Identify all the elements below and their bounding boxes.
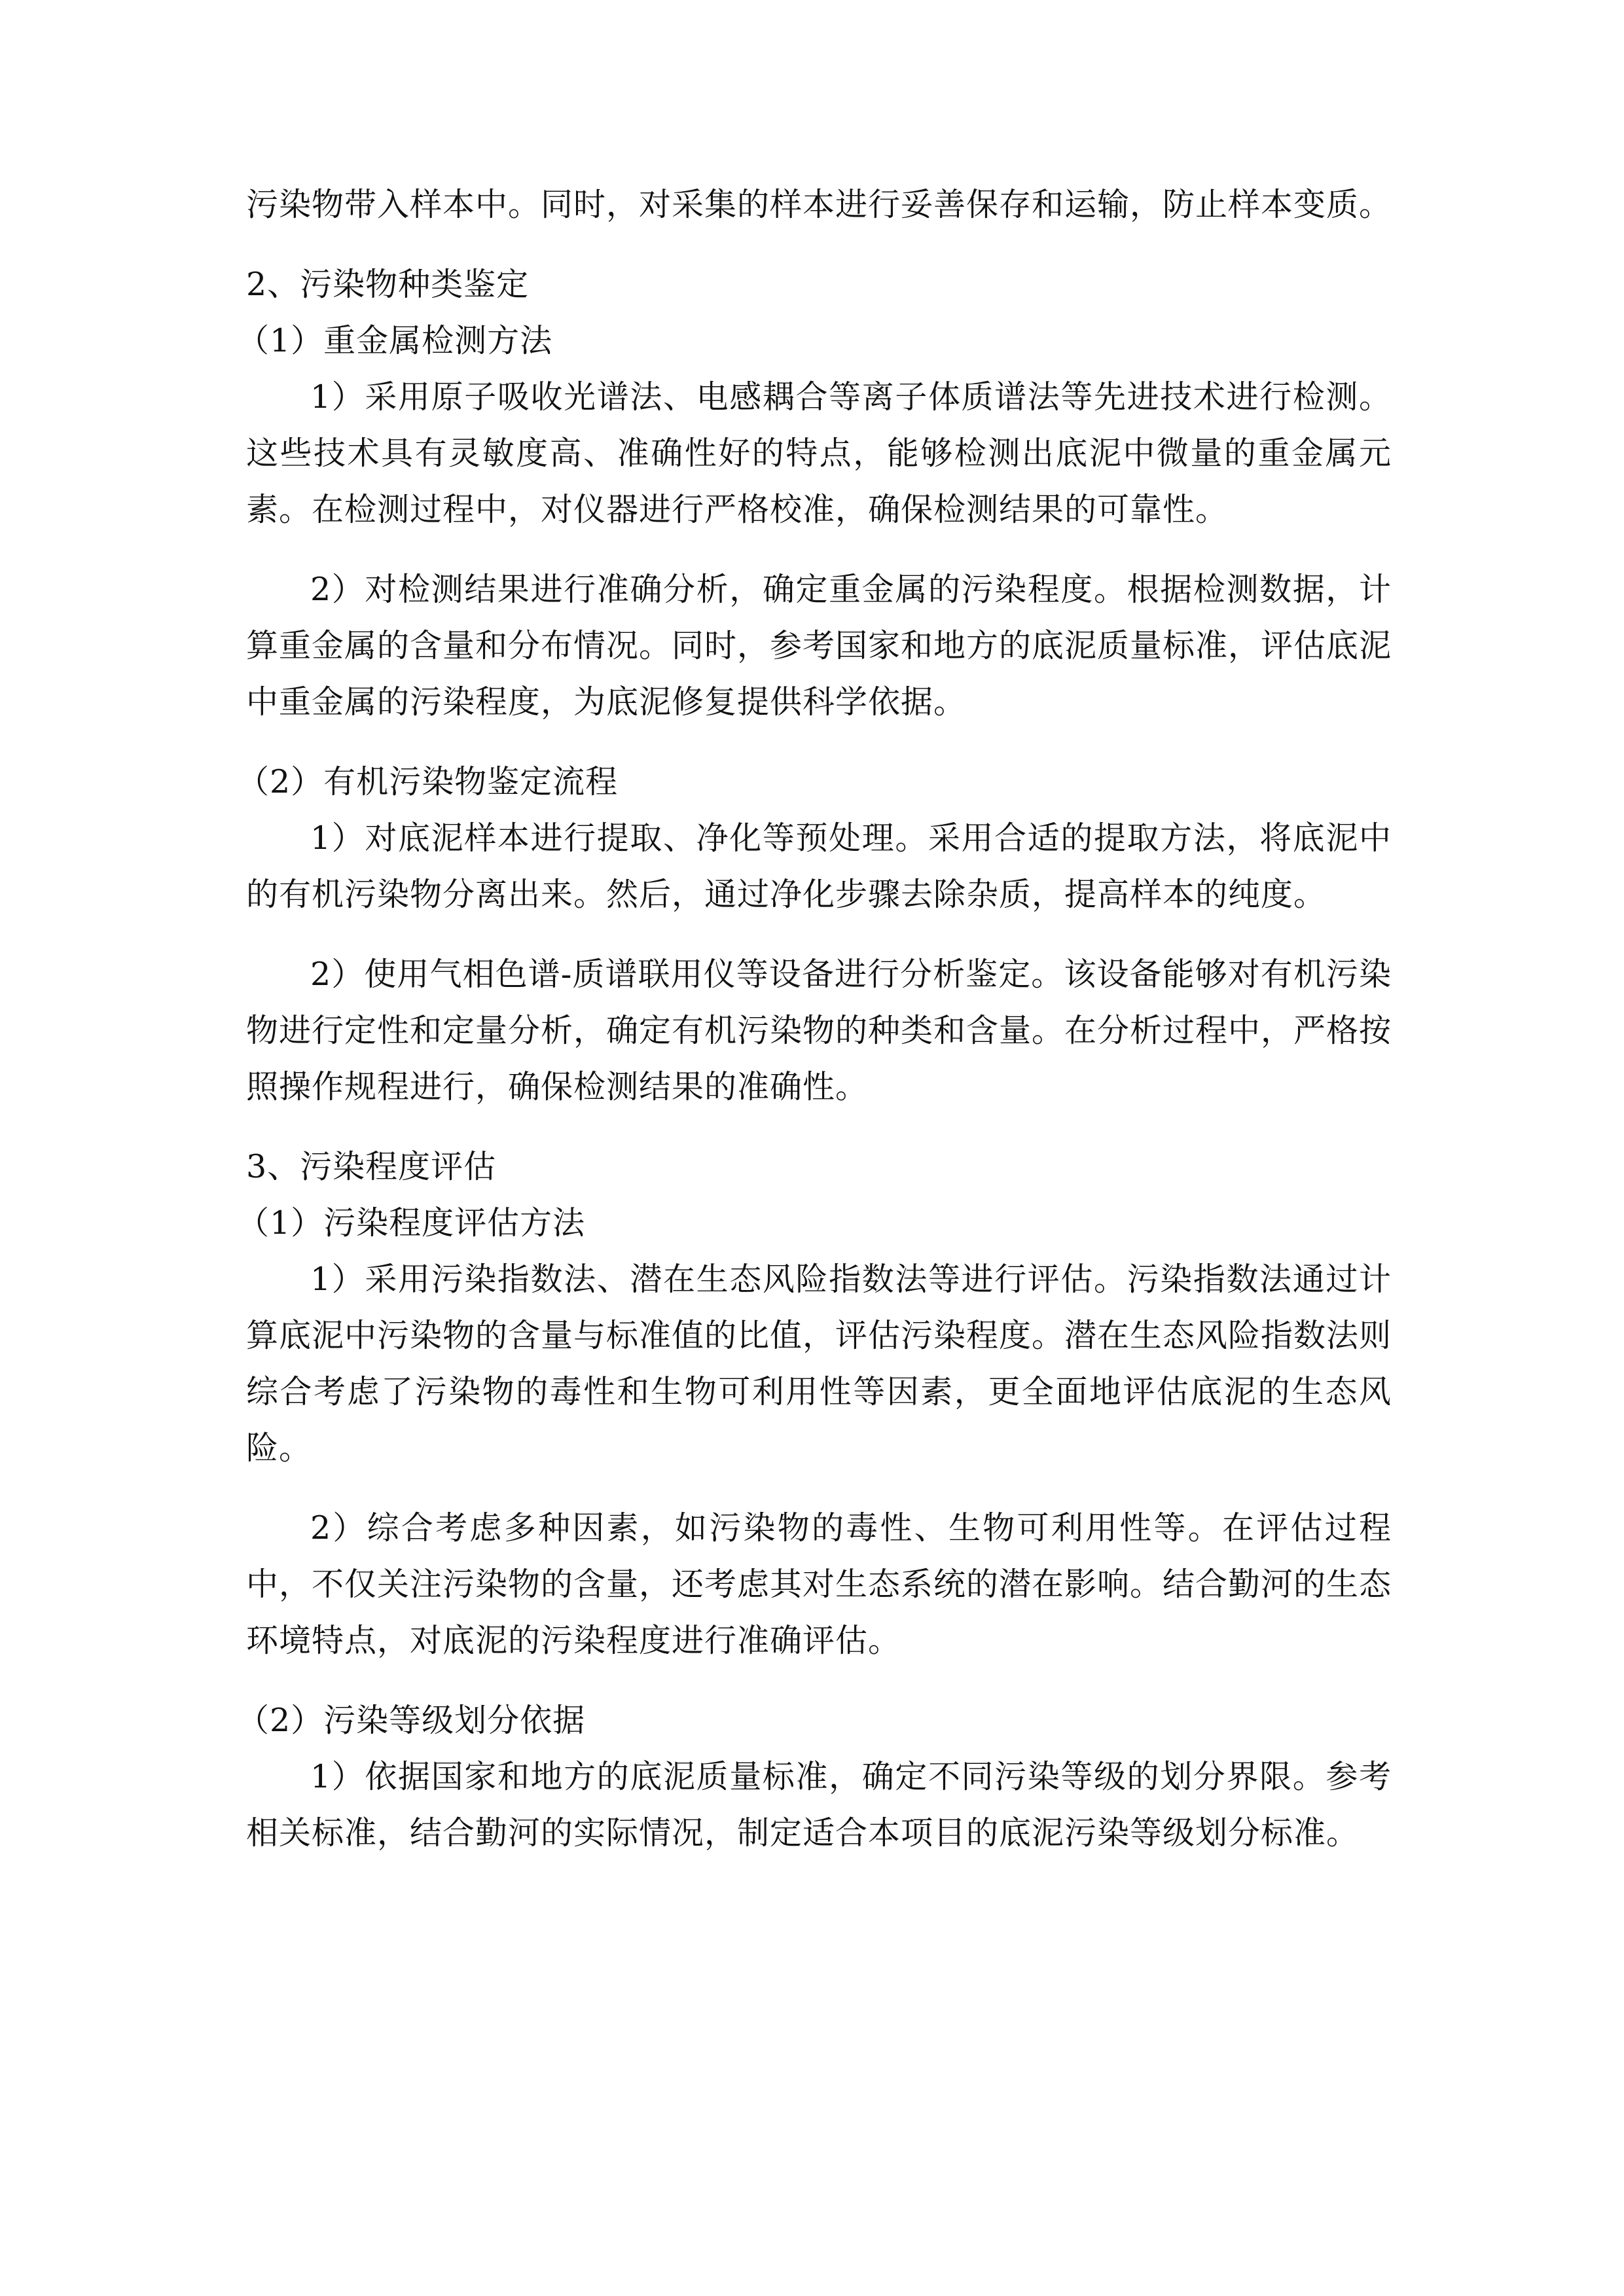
section-2-1-paragraph-2: 2）对检测结果进行准确分析，确定重金属的污染程度。根据检测数据，计算重金属的含量和分布情况。同时，参考国家和地方的底泥质量标准，评估底泥中重金属的污染程度，为底泥修复提供科学依据。 xyxy=(246,571,1392,721)
section-3-2-heading: （2）污染等级划分依据 xyxy=(237,1702,586,1739)
section-3-heading: 3、污染程度评估 xyxy=(246,1148,497,1185)
section-2-1-heading: （1）重金属检测方法 xyxy=(237,322,553,359)
section-2-2-paragraph-1: 1）对底泥样本进行提取、净化等预处理。采用合适的提取方法，将底泥中的有机污染物分离出来。然后，通过净化步骤去除杂质，提高样本的纯度。 xyxy=(246,819,1392,913)
section-3-1-paragraph-2: 2）综合考虑多种因素，如污染物的毒性、生物可利用性等。在评估过程中，不仅关注污染物的含量，还考虑其对生态系统的潜在影响。结合勤河的生态环境特点，对底泥的污染程度进行准确评估。 xyxy=(246,1509,1392,1659)
intro-continuation-paragraph: 污染物带入样本中。同时，对采集的样本进行妥善保存和运输，防止样本变质。 xyxy=(246,186,1392,223)
section-2-2-heading: （2）有机污染物鉴定流程 xyxy=(237,763,619,800)
section-2-1-paragraph-1: 1）采用原子吸收光谱法、电感耦合等离子体质谱法等先进技术进行检测。这些技术具有灵敏度高、准确性好的特点，能够检测出底泥中微量的重金属元素。在检测过程中，对仪器进行严格校准，确保检测结果的可靠性。 xyxy=(246,378,1392,528)
section-3-1-paragraph-1: 1）采用污染指数法、潜在生态风险指数法等进行评估。污染指数法通过计算底泥中污染物的含量与标准值的比值，评估污染程度。潜在生态风险指数法则综合考虑了污染物的毒性和生物可利用性等因素，更全面地评估底泥的生态风险。 xyxy=(246,1261,1392,1467)
document-body xyxy=(237,177,1392,1861)
section-3-2-paragraph-1: 1）依据国家和地方的底泥质量标准，确定不同污染等级的划分界限。参考相关标准，结合勤河的实际情况，制定适合本项目的底泥污染等级划分标准。 xyxy=(246,1758,1392,1852)
section-2-2-paragraph-2: 2）使用气相色谱-质谱联用仪等设备进行分析鉴定。该设备能够对有机污染物进行定性和定量分析，确定有机污染物的种类和含量。在分析过程中，严格按照操作规程进行，确保检测结果的准确性。 xyxy=(246,956,1392,1105)
section-3-1-heading: （1）污染程度评估方法 xyxy=(237,1204,586,1242)
section-2-heading: 2、污染物种类鉴定 xyxy=(246,266,530,303)
